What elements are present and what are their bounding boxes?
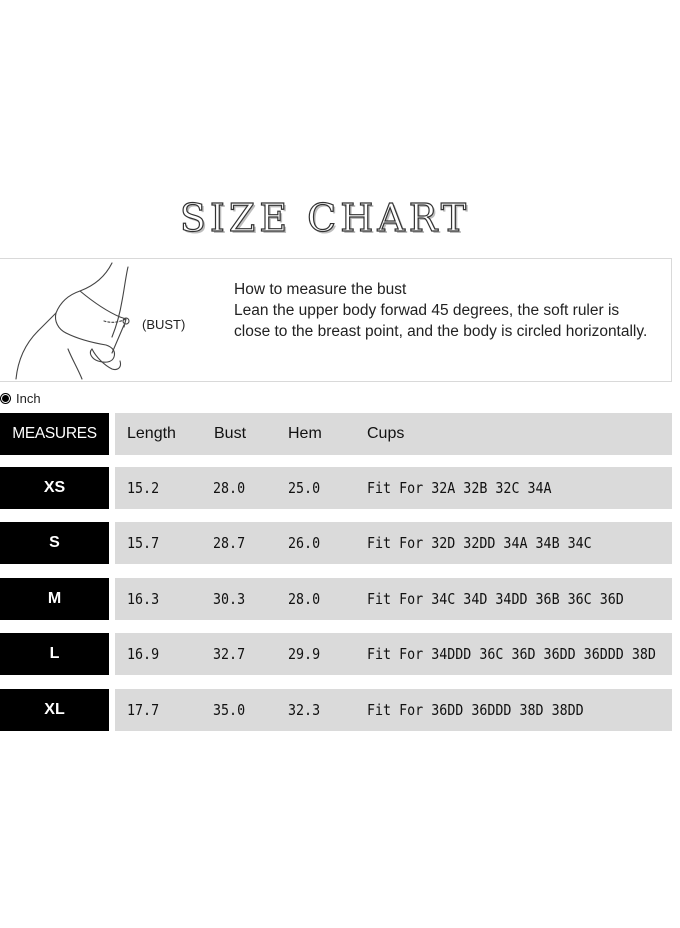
table-row (0, 633, 672, 675)
table-row (0, 522, 672, 564)
instructions-description: Lean the upper body forwad 45 degrees, the soft ruler is close to the breast point, and the body is circled horizontally. (234, 302, 648, 340)
header-cups: Cups (367, 425, 405, 442)
header-cells (115, 413, 672, 455)
size-label: M (0, 578, 109, 620)
measurement-instructions (0, 258, 672, 382)
bust-value: 35.0 (213, 701, 246, 719)
size-label: XL (0, 689, 109, 731)
hem-value: 29.9 (288, 645, 321, 663)
table-row (0, 689, 672, 731)
row-cells (115, 467, 672, 509)
hem-value: 32.3 (288, 701, 321, 719)
unit-label: Inch (16, 391, 41, 406)
cups-value: Fit For 32A 32B 32C 34A (367, 479, 552, 497)
size-label: S (0, 522, 109, 564)
header-length: Length (127, 425, 176, 442)
cups-value: Fit For 34DDD 36C 36D 36DD 36DDD 38D (367, 645, 656, 663)
cups-value: Fit For 36DD 36DDD 38D 38DD (367, 701, 584, 719)
cups-value: Fit For 32D 32DD 34A 34B 34C (367, 534, 592, 552)
length-value: 16.3 (127, 590, 160, 608)
bust-value: 30.3 (213, 590, 246, 608)
radio-selected-icon[interactable] (0, 393, 11, 404)
size-label: XS (0, 467, 109, 509)
length-value: 16.9 (127, 645, 160, 663)
header-bust: Bust (214, 425, 247, 442)
length-value: 15.7 (127, 534, 160, 552)
cups-value: Fit For 34C 34D 34DD 36B 36C 36D (367, 590, 624, 608)
row-cells (115, 522, 672, 564)
unit-selector[interactable] (0, 391, 41, 406)
hem-value: 25.0 (288, 479, 321, 497)
bust-value: 28.7 (213, 534, 246, 552)
bust-value: 32.7 (213, 645, 246, 663)
size-label: L (0, 633, 109, 675)
bust-label: (BUST) (142, 317, 186, 332)
header-hem: Hem (288, 425, 322, 442)
length-value: 17.7 (127, 701, 160, 719)
page-title: SIZE CHART (179, 196, 471, 240)
bust-measuring-figure-icon (8, 261, 133, 381)
length-value: 15.2 (127, 479, 160, 497)
row-cells (115, 578, 672, 620)
hem-value: 28.0 (288, 590, 321, 608)
hem-value: 26.0 (288, 534, 321, 552)
measure-instructions-text (234, 279, 654, 342)
instructions-heading: How to measure the bust (234, 281, 407, 298)
row-cells (115, 689, 672, 731)
table-header (0, 413, 672, 455)
table-row (0, 467, 672, 509)
header-measures: MEASURES (0, 413, 109, 455)
table-row (0, 578, 672, 620)
bust-value: 28.0 (213, 479, 246, 497)
row-cells (115, 633, 672, 675)
